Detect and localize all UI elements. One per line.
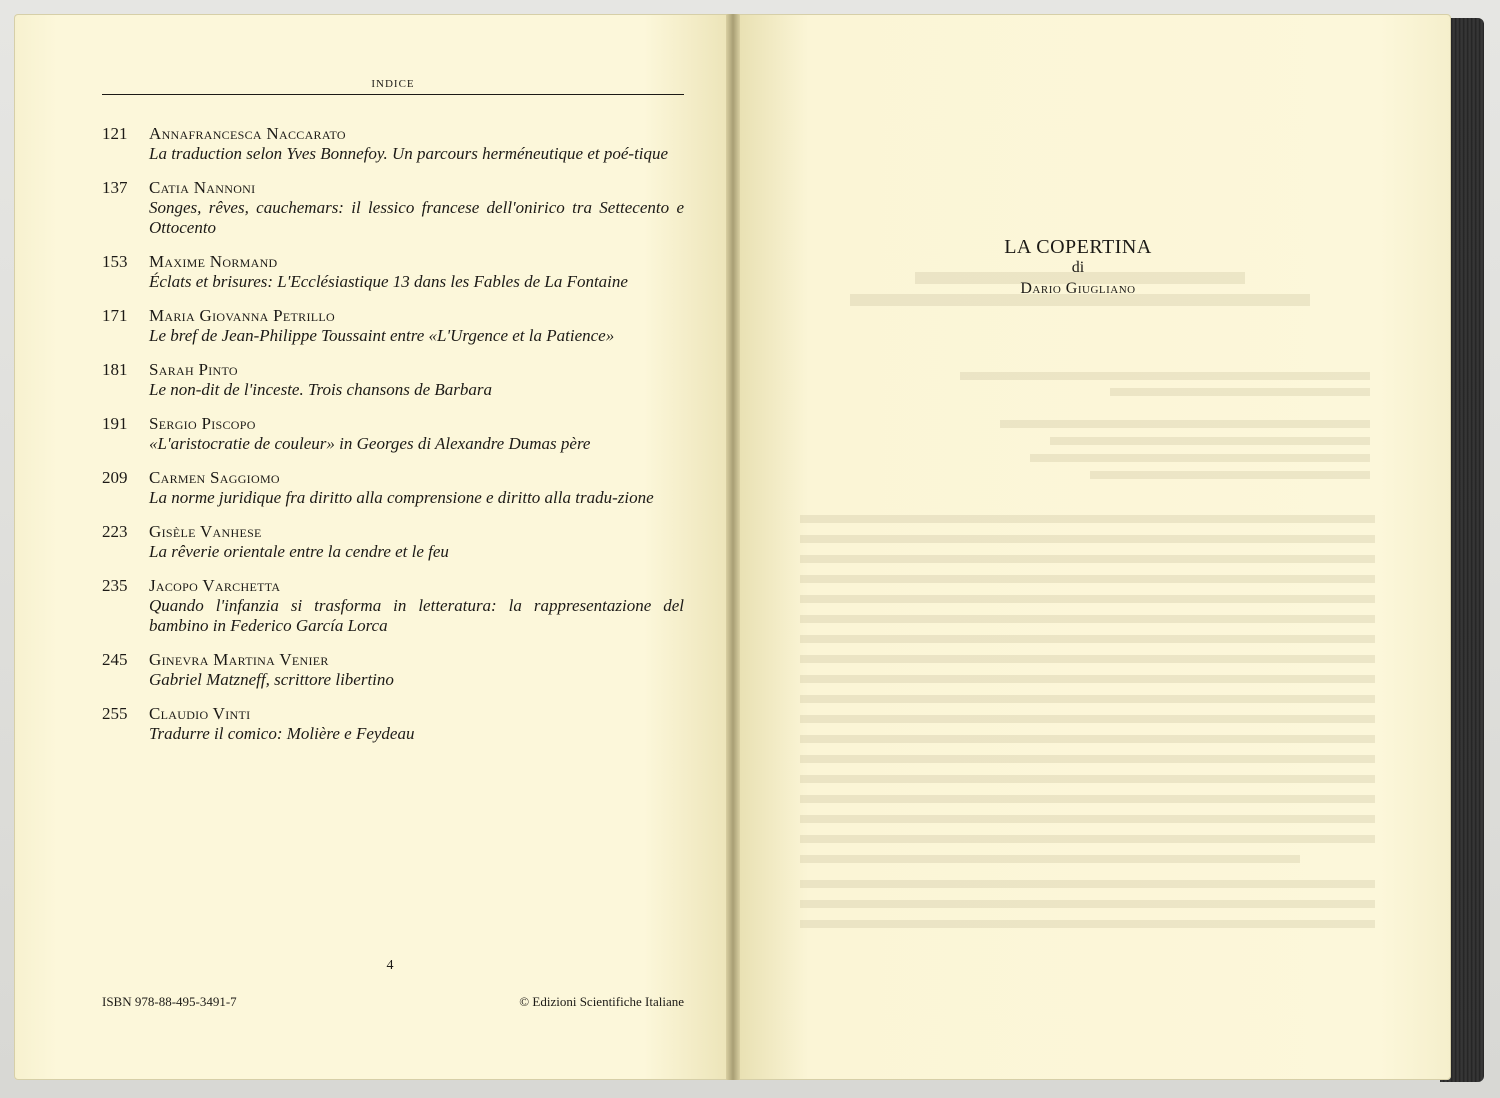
- toc-entry: [102, 360, 684, 400]
- toc-page-number: 235: [102, 576, 128, 595]
- toc-page-number: 137: [102, 178, 128, 197]
- toc-entry: [102, 576, 684, 636]
- table-of-contents: [102, 124, 684, 758]
- toc-entry: [102, 124, 684, 164]
- toc-author: Sergio Piscopo: [149, 414, 256, 433]
- toc-title: Tradurre il comico: Molière e Feydeau: [149, 724, 415, 743]
- toc-author: Catia Nannoni: [149, 178, 256, 197]
- byline-di: di: [1071, 259, 1085, 276]
- toc-entry: [102, 306, 684, 346]
- toc-author: Maxime Normand: [149, 252, 278, 271]
- toc-title: La norme juridique fra diritto alla comprensione e diritto alla tradu-zione: [149, 488, 654, 507]
- toc-author: Sarah Pinto: [149, 360, 238, 379]
- toc-page-number: 209: [102, 468, 128, 487]
- toc-author: Maria Giovanna Petrillo: [149, 306, 336, 325]
- toc-page-number: 245: [102, 650, 128, 669]
- toc-page-number: 223: [102, 522, 128, 541]
- header-rule: [102, 94, 684, 95]
- toc-title: Le non-dit de l'inceste. Trois chansons de Barbara: [149, 380, 492, 399]
- toc-title: «L'aristocratie de couleur» in Georges di Alexandre Dumas père: [149, 434, 591, 453]
- toc-author: Gisèle Vanhese: [149, 522, 262, 541]
- toc-author: Ginevra Martina Venier: [149, 650, 329, 669]
- section-author: Dario Giugliano: [1020, 280, 1136, 297]
- toc-entry: [102, 522, 684, 562]
- toc-author: Carmen Saggiomo: [149, 468, 280, 487]
- toc-page-number: 191: [102, 414, 128, 433]
- toc-entry: [102, 704, 684, 744]
- section-title: LA COPERTINA: [1004, 236, 1152, 258]
- toc-entry: [102, 252, 684, 292]
- toc-title: Quando l'infanzia si trasforma in letteratura: la rappresentazione del bambino in Federico García Lorca: [149, 596, 684, 635]
- toc-author: Jacopo Varchetta: [149, 576, 281, 595]
- toc-title: La traduction selon Yves Bonnefoy. Un parcours herméneutique et poé-tique: [149, 144, 669, 163]
- toc-title: La rêverie orientale entre la cendre et le feu: [149, 542, 449, 561]
- toc-title: Éclats et brisures: L'Ecclésiastique 13 dans les Fables de La Fontaine: [149, 272, 628, 291]
- running-head: INDICE: [371, 78, 415, 90]
- toc-entry: [102, 468, 684, 508]
- book-gutter: [726, 14, 740, 1080]
- page-number: 4: [386, 958, 394, 973]
- isbn: ISBN 978-88-495-3491-7: [102, 994, 237, 1009]
- toc-page-number: 255: [102, 704, 128, 723]
- toc-author: Annafrancesca Naccarato: [149, 124, 346, 143]
- toc-title: Le bref de Jean-Philippe Toussaint entre «L'Urgence et la Patience»: [149, 326, 615, 345]
- toc-page-number: 181: [102, 360, 128, 379]
- toc-page-number: 153: [102, 252, 128, 271]
- toc-entry: [102, 650, 684, 690]
- toc-title: Gabriel Matzneff, scrittore libertino: [149, 670, 394, 689]
- toc-entry: [102, 178, 684, 238]
- toc-page-number: 171: [102, 306, 128, 325]
- toc-author: Claudio Vinti: [149, 704, 251, 723]
- toc-title: Songes, rêves, cauchemars: il lessico francese dell'onirico tra Settecento e Ottocento: [149, 198, 684, 237]
- toc-entry: [102, 414, 684, 454]
- toc-page-number: 121: [102, 124, 128, 143]
- publisher-credit: © Edizioni Scientifiche Italiane: [519, 994, 684, 1009]
